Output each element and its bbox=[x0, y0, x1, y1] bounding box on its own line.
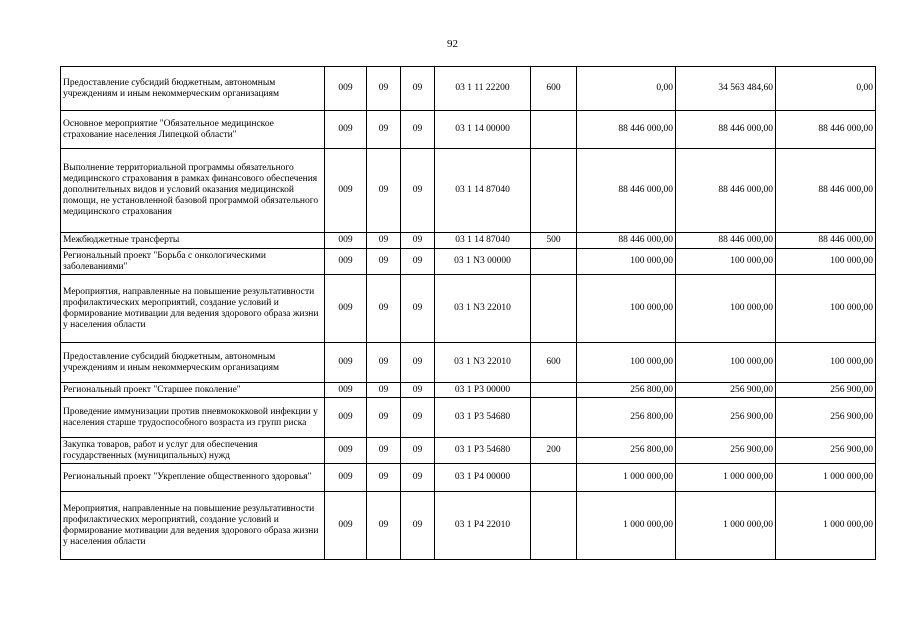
admin-code: 009 bbox=[325, 492, 367, 560]
amount-year-1: 0,00 bbox=[577, 67, 676, 111]
section-code: 09 bbox=[367, 149, 401, 233]
amount-year-2: 100 000,00 bbox=[676, 249, 776, 275]
admin-code: 009 bbox=[325, 249, 367, 275]
section-code: 09 bbox=[367, 249, 401, 275]
amount-year-1: 100 000,00 bbox=[577, 275, 676, 343]
subsection-code: 09 bbox=[401, 343, 435, 383]
table-row bbox=[61, 111, 876, 149]
row-name: Региональный проект "Укрепление общественного здоровья" bbox=[61, 464, 325, 492]
amount-year-1: 100 000,00 bbox=[577, 249, 676, 275]
amount-year-3: 1 000 000,00 bbox=[776, 492, 876, 560]
target-article: 03 1 14 00000 bbox=[435, 111, 531, 149]
admin-code: 009 bbox=[325, 343, 367, 383]
row-name: Основное мероприятие "Обязательное медицинское страхование населения Липецкой области" bbox=[61, 111, 325, 149]
table-row bbox=[61, 275, 876, 343]
target-article: 03 1 P3 54680 bbox=[435, 438, 531, 464]
amount-year-2: 88 446 000,00 bbox=[676, 111, 776, 149]
amount-year-3: 256 900,00 bbox=[776, 438, 876, 464]
expense-type: 600 bbox=[531, 67, 577, 111]
expense-type bbox=[531, 149, 577, 233]
amount-year-2: 34 563 484,60 bbox=[676, 67, 776, 111]
subsection-code: 09 bbox=[401, 464, 435, 492]
expense-type: 500 bbox=[531, 233, 577, 249]
section-code: 09 bbox=[367, 383, 401, 398]
amount-year-1: 100 000,00 bbox=[577, 343, 676, 383]
row-name: Мероприятия, направленные на повышение результативности профилактических мероприятий, создание условий и формирование мотивации для ведения здорового образа жизни у населения области bbox=[61, 492, 325, 560]
expense-type bbox=[531, 383, 577, 398]
amount-year-2: 256 900,00 bbox=[676, 383, 776, 398]
admin-code: 009 bbox=[325, 67, 367, 111]
row-name: Межбюджетные трансферты bbox=[61, 233, 325, 249]
table-row bbox=[61, 233, 876, 249]
amount-year-1: 256 800,00 bbox=[577, 383, 676, 398]
amount-year-1: 88 446 000,00 bbox=[577, 149, 676, 233]
row-name: Выполнение территориальной программы обязательного медицинского страхования в рамках финансового обеспечения дополнительных видов и условий оказания медицинской помощи, не установленной базовой программой обязательного медицинского страхования bbox=[61, 149, 325, 233]
target-article: 03 1 11 22200 bbox=[435, 67, 531, 111]
subsection-code: 09 bbox=[401, 492, 435, 560]
row-name: Предоставление субсидий бюджетным, автономным учреждениям и иным некоммерческим организациям bbox=[61, 343, 325, 383]
expense-type: 200 bbox=[531, 438, 577, 464]
expense-type bbox=[531, 398, 577, 438]
section-code: 09 bbox=[367, 492, 401, 560]
amount-year-1: 88 446 000,00 bbox=[577, 233, 676, 249]
row-name: Мероприятия, направленные на повышение результативности профилактических мероприятий, создание условий и формирование мотивации для ведения здорового образа жизни у населения области bbox=[61, 275, 325, 343]
table-row bbox=[61, 149, 876, 233]
row-name: Проведение иммунизации против пневмококковой инфекции у населения старше трудоспособного возраста из групп риска bbox=[61, 398, 325, 438]
amount-year-2: 100 000,00 bbox=[676, 343, 776, 383]
amount-year-3: 256 900,00 bbox=[776, 383, 876, 398]
subsection-code: 09 bbox=[401, 275, 435, 343]
amount-year-1: 1 000 000,00 bbox=[577, 492, 676, 560]
row-name: Региональный проект "Борьба с онкологическими заболеваниями" bbox=[61, 249, 325, 275]
row-name: Региональный проект "Старшее поколение" bbox=[61, 383, 325, 398]
amount-year-3: 1 000 000,00 bbox=[776, 464, 876, 492]
section-code: 09 bbox=[367, 343, 401, 383]
section-code: 09 bbox=[367, 398, 401, 438]
amount-year-2: 88 446 000,00 bbox=[676, 233, 776, 249]
page-number: 92 bbox=[447, 38, 458, 50]
expense-type bbox=[531, 249, 577, 275]
amount-year-1: 256 800,00 bbox=[577, 398, 676, 438]
target-article: 03 1 P3 54680 bbox=[435, 398, 531, 438]
target-article: 03 1 14 87040 bbox=[435, 233, 531, 249]
section-code: 09 bbox=[367, 275, 401, 343]
amount-year-1: 1 000 000,00 bbox=[577, 464, 676, 492]
expense-type: 600 bbox=[531, 343, 577, 383]
table-row bbox=[61, 383, 876, 398]
admin-code: 009 bbox=[325, 111, 367, 149]
table-row bbox=[61, 398, 876, 438]
target-article: 03 1 14 87040 bbox=[435, 149, 531, 233]
table-row bbox=[61, 438, 876, 464]
amount-year-3: 88 446 000,00 bbox=[776, 149, 876, 233]
amount-year-2: 256 900,00 bbox=[676, 398, 776, 438]
amount-year-2: 100 000,00 bbox=[676, 275, 776, 343]
subsection-code: 09 bbox=[401, 67, 435, 111]
row-name: Предоставление субсидий бюджетным, автономным учреждениям и иным некоммерческим организациям bbox=[61, 67, 325, 111]
subsection-code: 09 bbox=[401, 438, 435, 464]
subsection-code: 09 bbox=[401, 111, 435, 149]
target-article: 03 1 N3 22010 bbox=[435, 275, 531, 343]
amount-year-2: 1 000 000,00 bbox=[676, 464, 776, 492]
subsection-code: 09 bbox=[401, 398, 435, 438]
table-row bbox=[61, 492, 876, 560]
target-article: 03 1 P4 00000 bbox=[435, 464, 531, 492]
amount-year-3: 0,00 bbox=[776, 67, 876, 111]
table-row bbox=[61, 67, 876, 111]
amount-year-3: 100 000,00 bbox=[776, 343, 876, 383]
target-article: 03 1 P4 22010 bbox=[435, 492, 531, 560]
amount-year-3: 88 446 000,00 bbox=[776, 111, 876, 149]
expense-type bbox=[531, 275, 577, 343]
expense-type bbox=[531, 111, 577, 149]
amount-year-3: 100 000,00 bbox=[776, 275, 876, 343]
target-article: 03 1 N3 22010 bbox=[435, 343, 531, 383]
amount-year-1: 88 446 000,00 bbox=[577, 111, 676, 149]
table-row bbox=[61, 249, 876, 275]
subsection-code: 09 bbox=[401, 233, 435, 249]
admin-code: 009 bbox=[325, 149, 367, 233]
amount-year-2: 88 446 000,00 bbox=[676, 149, 776, 233]
admin-code: 009 bbox=[325, 275, 367, 343]
expense-type bbox=[531, 464, 577, 492]
table-row bbox=[61, 343, 876, 383]
target-article: 03 1 N3 00000 bbox=[435, 249, 531, 275]
admin-code: 009 bbox=[325, 438, 367, 464]
target-article: 03 1 P3 00000 bbox=[435, 383, 531, 398]
amount-year-2: 1 000 000,00 bbox=[676, 492, 776, 560]
section-code: 09 bbox=[367, 67, 401, 111]
subsection-code: 09 bbox=[401, 149, 435, 233]
subsection-code: 09 bbox=[401, 383, 435, 398]
section-code: 09 bbox=[367, 111, 401, 149]
budget-table bbox=[60, 66, 876, 560]
table-row bbox=[61, 464, 876, 492]
section-code: 09 bbox=[367, 233, 401, 249]
admin-code: 009 bbox=[325, 464, 367, 492]
subsection-code: 09 bbox=[401, 249, 435, 275]
row-name: Закупка товаров, работ и услуг для обеспечения государственных (муниципальных) нужд bbox=[61, 438, 325, 464]
admin-code: 009 bbox=[325, 398, 367, 438]
amount-year-1: 256 800,00 bbox=[577, 438, 676, 464]
expense-type bbox=[531, 492, 577, 560]
amount-year-3: 256 900,00 bbox=[776, 398, 876, 438]
amount-year-3: 88 446 000,00 bbox=[776, 233, 876, 249]
section-code: 09 bbox=[367, 438, 401, 464]
admin-code: 009 bbox=[325, 383, 367, 398]
amount-year-2: 256 900,00 bbox=[676, 438, 776, 464]
amount-year-3: 100 000,00 bbox=[776, 249, 876, 275]
admin-code: 009 bbox=[325, 233, 367, 249]
section-code: 09 bbox=[367, 464, 401, 492]
